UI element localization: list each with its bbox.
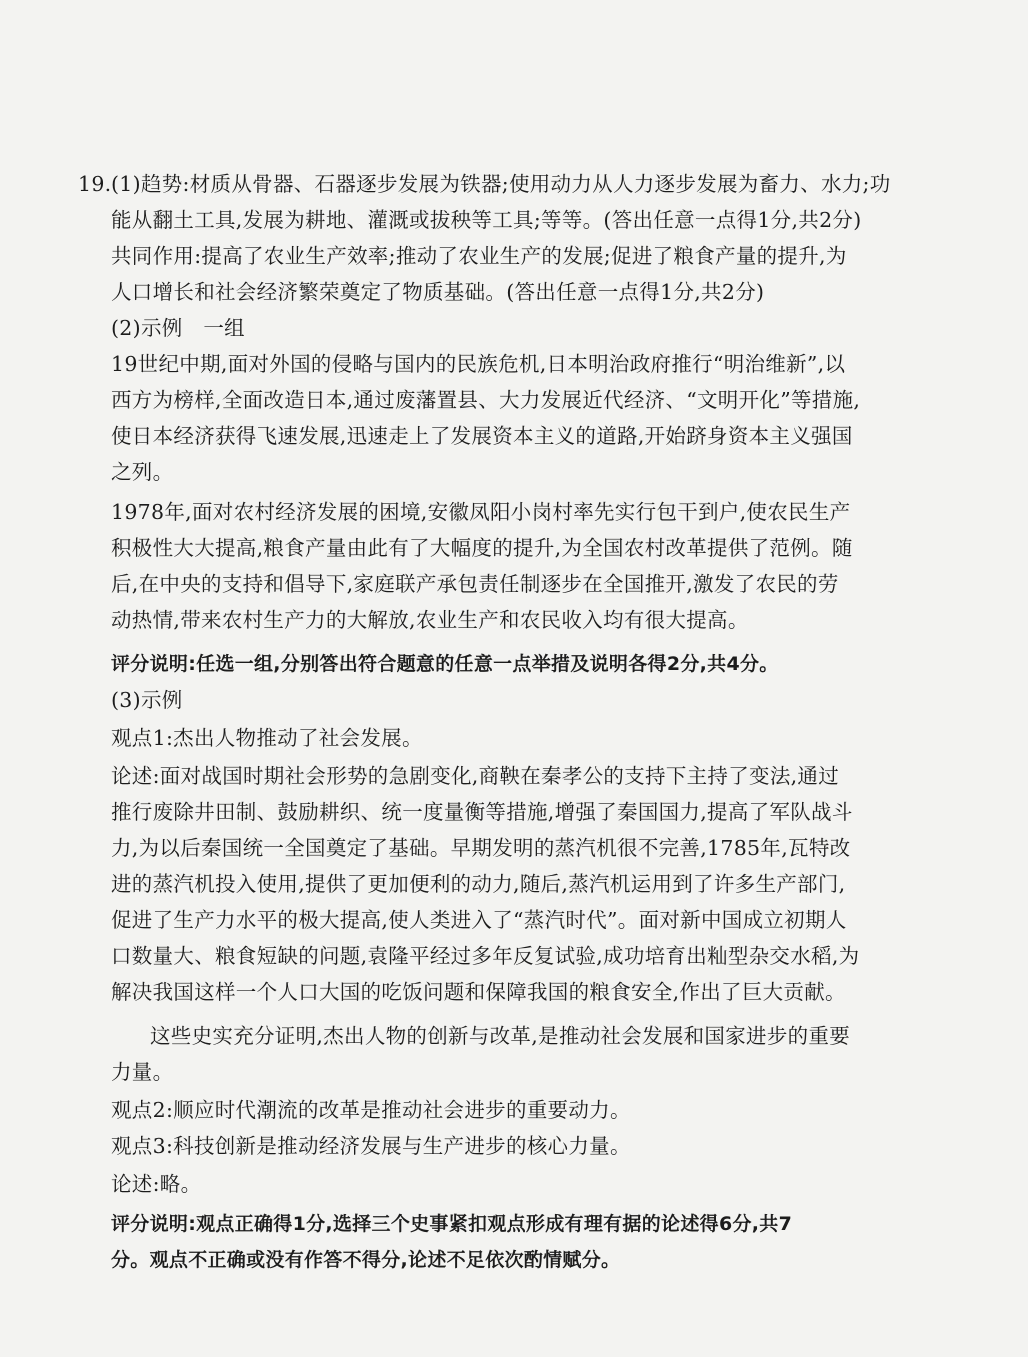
argument-omitted: 论述:略。	[111, 1172, 202, 1196]
question-number: 19.	[78, 172, 112, 196]
text-line: 促进了生产力水平的极大提高,使人类进入了“蒸汽时代”。面对新中国成立初期人	[111, 908, 847, 932]
text-line: 19世纪中期,面对外国的侵略与国内的民族危机,日本明治政府推行“明治维新”,以	[111, 352, 846, 376]
text-line: 解决我国这样一个人口大国的吃饭问题和保障我国的粮食安全,作出了巨大贡献。	[111, 980, 846, 1004]
scoring-note: 分。观点不正确或没有作答不得分,论述不足依次酌情赋分。	[111, 1249, 621, 1271]
viewpoint-3: 观点3:科技创新是推动经济发展与生产进步的核心力量。	[111, 1134, 631, 1158]
text-line: 推行废除井田制、鼓励耕织、统一度量衡等措施,增强了秦国国力,提高了军队战斗	[111, 800, 853, 824]
text-line: 后,在中央的支持和倡导下,家庭联产承包责任制逐步在全国推开,激发了农民的劳	[111, 572, 839, 596]
scoring-note: 评分说明:任选一组,分别答出符合题意的任意一点举措及说明各得2分,共4分。	[111, 653, 779, 675]
text-line: 论述:面对战国时期社会形势的急剧变化,商鞅在秦孝公的支持下主持了变法,通过	[111, 764, 840, 788]
text-line: 口数量大、粮食短缺的问题,袁隆平经过多年反复试验,成功培育出籼型杂交水稻,为	[111, 944, 860, 968]
text-line: 西方为榜样,全面改造日本,通过废藩置县、大力发展近代经济、“文明开化”等措施,	[111, 388, 861, 412]
scoring-note: 评分说明:观点正确得1分,选择三个史事紧扣观点形成有理有据的论述得6分,共7	[111, 1213, 793, 1235]
text-line: 1978年,面对农村经济发展的困境,安徽凤阳小岗村率先实行包干到户,使农民生产	[111, 500, 851, 524]
viewpoint-2: 观点2:顺应时代潮流的改革是推动社会进步的重要动力。	[111, 1098, 631, 1122]
text-line: 人口增长和社会经济繁荣奠定了物质基础。(答出任意一点得1分,共2分)	[111, 280, 765, 304]
text-line: 共同作用:提高了农业生产效率;推动了农业生产的发展;促进了粮食产量的提升,为	[111, 244, 847, 268]
text-line: 进的蒸汽机投入使用,提供了更加便利的动力,随后,蒸汽机运用到了许多生产部门,	[111, 872, 846, 896]
text-line: 之列。	[111, 460, 174, 484]
text-line: 使日本经济获得飞速发展,迅速走上了发展资本主义的道路,开始跻身资本主义强国	[111, 424, 853, 448]
section-heading: (3)示例	[111, 688, 183, 712]
text-line: 动热情,带来农村生产力的大解放,农业生产和农民收入均有很大提高。	[111, 608, 749, 632]
section-heading: (2)示例 一组	[111, 316, 245, 340]
text-line: 力,为以后秦国统一全国奠定了基础。早期发明的蒸汽机很不完善,1785年,瓦特改	[111, 836, 851, 860]
text-line: 积极性大大提高,粮食产量由此有了大幅度的提升,为全国农村改革提供了范例。随	[111, 536, 853, 560]
text-line: 能从翻土工具,发展为耕地、灌溉或拔秧等工具;等等。(答出任意一点得1分,共2分)	[111, 208, 862, 232]
summary-line: 这些史实充分证明,杰出人物的创新与改革,是推动社会发展和国家进步的重要	[150, 1024, 851, 1048]
text-line: (1)趋势:材质从骨器、石器逐步发展为铁器;使用动力从人力逐步发展为畜力、水力;功	[111, 172, 891, 196]
viewpoint-1: 观点1:杰出人物推动了社会发展。	[111, 726, 423, 750]
summary-line: 力量。	[111, 1060, 174, 1084]
